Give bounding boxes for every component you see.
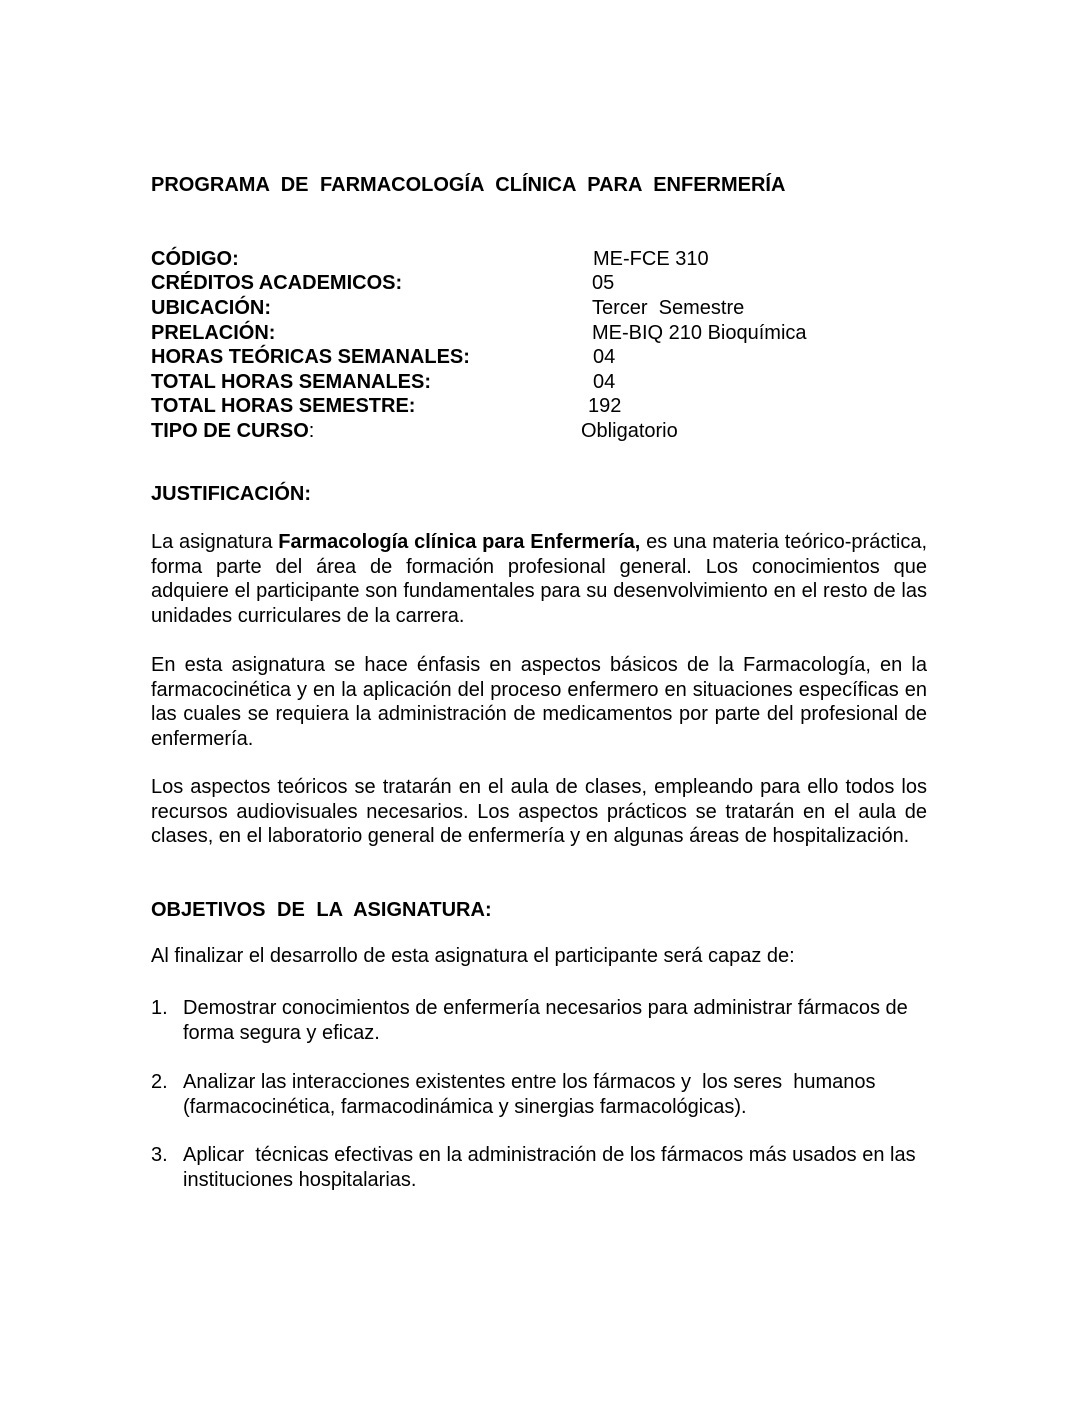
- section-heading-objetivos: OBJETIVOS DE LA ASIGNATURA:: [151, 899, 492, 921]
- info-row-total-horas-semestre: [151, 395, 911, 420]
- paragraph-justificacion-2: En esta asignatura se hace énfasis en aspectos básicos de la Farmacología, en la farmacocinética y en la aplicación del proceso enfermero en situaciones específicas en las cuales se requiera la administración de medicamentos por parte del profesional de enfermería.: [151, 654, 927, 750]
- info-label: TOTAL HORAS SEMESTRE:: [151, 395, 416, 417]
- info-value: Obligatorio: [581, 420, 678, 442]
- course-name-bold: Farmacología clínica para Enfermería,: [278, 531, 641, 553]
- objective-text: Aplicar técnicas efectivas en la administración de los fármacos más usados en las instituciones hospitalarias.: [183, 1144, 922, 1191]
- paragraph-text: La asignatura: [151, 531, 279, 553]
- info-value: 192: [588, 395, 622, 417]
- info-value: 05: [592, 272, 615, 294]
- paragraph-justificacion-1: [151, 530, 927, 628]
- info-label: CÓDIGO:: [151, 248, 239, 270]
- objective-text: Analizar las interacciones existentes entre los fármacos y los seres humanos (farmacocinética, farmacodinámica y sinergias farmacológicas).: [183, 1071, 882, 1118]
- paragraph-justificacion-3: Los aspectos teóricos se tratarán en el aula de clases, empleando para ello todos los recursos audiovisuales necesarios. Los aspectos prácticos se tratarán en el aula de clases, en el laboratorio general de enfermería y en algunas áreas de hospitalización.: [151, 776, 927, 847]
- info-value: Tercer Semestre: [592, 297, 745, 319]
- info-label: HORAS TEÓRICAS SEMANALES:: [151, 346, 470, 368]
- info-value: ME-BIQ 210 Bioquímica: [592, 322, 807, 344]
- objective-text: Demostrar conocimientos de enfermería necesarios para administrar fármacos de forma segura y eficaz.: [183, 997, 908, 1044]
- info-row-creditos: [151, 272, 911, 297]
- paragraph-text: es una materia teórico-práctica, forma parte del área de formación profesional general. Los conocimientos que adquiere el participante son fundamentales para su desenvolvimiento en el resto de las unidades curriculares de la carrera.: [151, 531, 927, 627]
- info-value: 04: [593, 346, 616, 368]
- info-label-text: TIPO DE CURSO: [151, 420, 309, 442]
- info-label: CRÉDITOS ACADEMICOS:: [151, 272, 403, 294]
- info-row-ubicacion: [151, 297, 911, 322]
- objectives-intro: Al finalizar el desarrollo de esta asignatura el participante será capaz de:: [151, 945, 795, 967]
- info-value: 04: [593, 371, 616, 393]
- info-row-codigo: [151, 248, 911, 273]
- info-row-horas-teoricas: [151, 346, 911, 371]
- section-heading-justificacion: JUSTIFICACIÓN:: [151, 483, 311, 505]
- info-label: UBICACIÓN:: [151, 297, 271, 319]
- info-label: [151, 420, 314, 443]
- objective-number: 1.: [151, 997, 168, 1019]
- objective-number: 3.: [151, 1144, 168, 1166]
- info-row-total-horas-semanales: [151, 371, 911, 396]
- info-label: TOTAL HORAS SEMANALES:: [151, 371, 432, 393]
- info-row-tipo-curso: [151, 420, 911, 445]
- info-row-prelacion: [151, 322, 911, 347]
- info-label: PRELACIÓN:: [151, 322, 276, 344]
- objective-number: 2.: [151, 1071, 168, 1093]
- document-title: PROGRAMA DE FARMACOLOGÍA CLÍNICA PARA ENFERMERÍA: [151, 174, 786, 196]
- info-value: ME-FCE 310: [593, 248, 709, 270]
- info-label-colon: :: [308, 420, 315, 442]
